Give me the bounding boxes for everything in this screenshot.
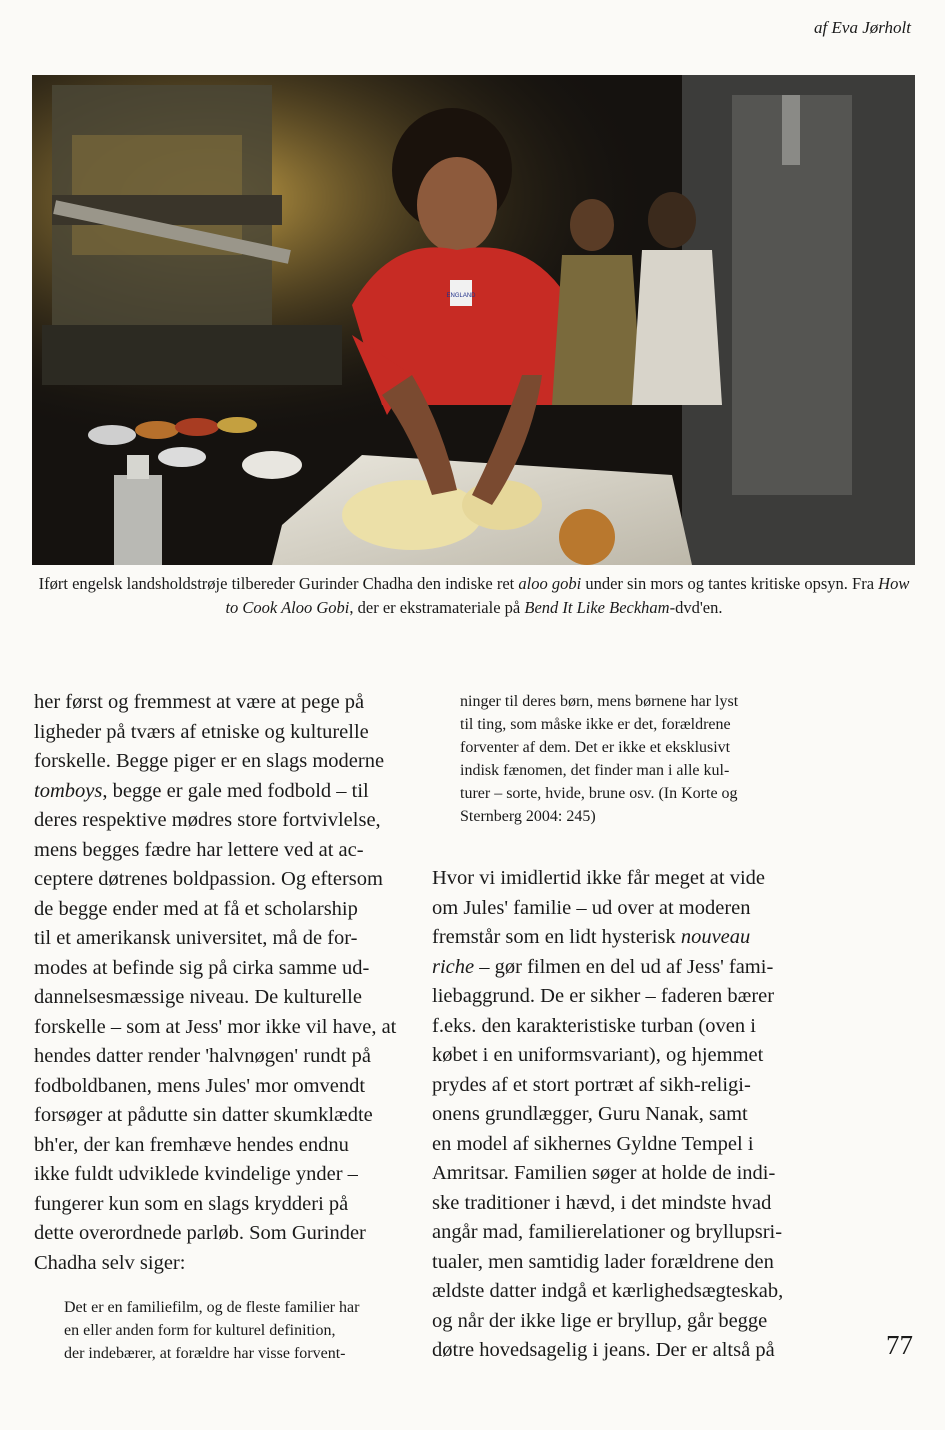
left-line: de begge ender med at få et scholarship xyxy=(34,897,358,920)
tomboys-term: tomboys xyxy=(34,779,103,802)
left-column xyxy=(34,688,404,1278)
right-line: købet i en uniformsvariant), og hjemmet xyxy=(432,1044,764,1066)
right-line: og når der ikke lige er bryllup, går begge xyxy=(432,1309,768,1332)
right-line-nouveau xyxy=(432,923,807,953)
left-line: dette overordnede parløb. Som Gurinder xyxy=(34,1222,366,1244)
right-line: onens grundlægger, Guru Nanak, samt xyxy=(432,1103,748,1125)
right-line: angår mad, familierelationer og bryllupsri- xyxy=(432,1221,783,1243)
quote-line: en eller anden form for kulturel definition, xyxy=(64,1322,336,1339)
caption-film: Bend It Like Beckham xyxy=(524,598,670,617)
right-line: om Jules' familie – ud over at moderen xyxy=(432,896,751,919)
left-line: dannelsesmæssige niveau. De kulturelle xyxy=(34,986,362,1008)
block-quote-left xyxy=(64,1296,409,1365)
quote-line: der indebærer, at forældre har visse forvent- xyxy=(64,1345,346,1362)
right-line-riche xyxy=(432,953,807,983)
right-line: døtre hovedsagelig i jeans. Der er altså på xyxy=(432,1339,775,1361)
quote-line: til ting, som måske ikke er det, forældrene xyxy=(460,716,731,733)
left-line: forskelle. Begge piger er en slags moderne xyxy=(34,750,385,772)
left-line: ikke fuldt udviklede kvindelige ynder – xyxy=(34,1163,358,1185)
quote-line: forventer af dem. Det er ikke et eksklusivt xyxy=(460,739,731,756)
block-quote-right xyxy=(460,690,805,828)
left-line: bh'er, der kan fremhæve hendes endnu xyxy=(34,1133,349,1156)
left-line: Chadha selv siger: xyxy=(34,1251,186,1274)
right-line: prydes af et stort portræt af sikh-religi- xyxy=(432,1073,751,1096)
left-line: fungerer kun som en slags krydderi på xyxy=(34,1192,349,1215)
right-line: Amritsar. Familien søger at holde de indi- xyxy=(432,1162,776,1184)
quote-line: Det er en familiefilm, og de fleste familier har xyxy=(64,1299,360,1316)
photo-caption xyxy=(38,572,910,620)
right-line: liebaggrund. De er sikher – faderen bærer xyxy=(432,985,775,1007)
caption-text-3: , der er ekstramateriale på xyxy=(349,598,525,617)
left-line: ligheder på tværs af etniske og kulturelle xyxy=(34,720,369,743)
left-line: her først og fremmest at være at pege på xyxy=(34,691,365,713)
riche-post: – gør filmen en del ud af Jess' fami- xyxy=(474,955,774,978)
quote-line: Sternberg 2004: 245) xyxy=(460,808,596,825)
right-line: Hvor vi imidlertid ikke får meget at vide xyxy=(432,867,766,889)
left-line: forsøger at pådutte sin datter skumklædte xyxy=(34,1104,373,1126)
left-line: ceptere døtrenes boldpassion. Og eftersom xyxy=(34,868,383,890)
left-line: til et amerikansk universitet, må de for- xyxy=(34,927,358,949)
page-number: 77 xyxy=(886,1330,913,1360)
nouveau-pre: fremstår som en lidt hysterisk xyxy=(432,926,681,948)
left-line: fodboldbanen, mens Jules' mor omvendt xyxy=(34,1074,366,1097)
caption-dish: aloo gobi xyxy=(518,574,582,593)
nouveau-term: nouveau xyxy=(680,926,751,948)
riche-term: riche xyxy=(432,955,475,978)
caption-text-1: Iført engelsk landsholdstrøje tilbereder Gurinder Chadha den indiske ret xyxy=(38,574,519,593)
right-line: ske traditioner i hævd, i det mindste hvad xyxy=(432,1191,772,1214)
caption-text-2: under sin mors og tantes kritiske opsyn. Fra xyxy=(581,574,879,593)
right-line: en model af sikhernes Gyldne Tempel i xyxy=(432,1132,754,1155)
kitchen-photo xyxy=(32,75,915,565)
tomboys-rest: , begge er gale med fodbold – til xyxy=(102,779,369,802)
right-line: ældste datter indgå et kærlighedsægteskab, xyxy=(432,1280,784,1302)
left-line: forskelle – som at Jess' mor ikke vil have, at xyxy=(34,1015,397,1038)
running-header-author: af Eva Jørholt xyxy=(814,18,911,37)
quote-line: ninger til deres børn, mens børnene har lyst xyxy=(460,693,739,710)
left-line: modes at befinde sig på cirka samme ud- xyxy=(34,956,370,979)
quote-line: turer – sorte, hvide, brune osv. (In Korte og xyxy=(460,785,738,802)
caption-source: How to Cook Aloo Gobi xyxy=(225,574,910,617)
left-line-tomboys xyxy=(34,777,404,807)
right-line: tualer, men samtidig lader forældrene den xyxy=(432,1250,774,1273)
kitchen-photo-illustration xyxy=(32,75,915,565)
left-line: deres respektive mødres store fortvivlelse, xyxy=(34,809,381,831)
right-line: f.eks. den karakteristiske turban (oven i xyxy=(432,1014,756,1037)
right-column xyxy=(432,864,807,1366)
england-crest-text: ENGLAND xyxy=(446,293,476,299)
caption-text-4: -dvd'en. xyxy=(669,598,723,617)
left-line: hendes datter render 'halvnøgen' rundt på xyxy=(34,1045,371,1067)
left-line: mens begges fædre har lettere ved at ac- xyxy=(34,838,364,861)
quote-line: indisk fænomen, det finder man i alle kul- xyxy=(460,762,730,779)
